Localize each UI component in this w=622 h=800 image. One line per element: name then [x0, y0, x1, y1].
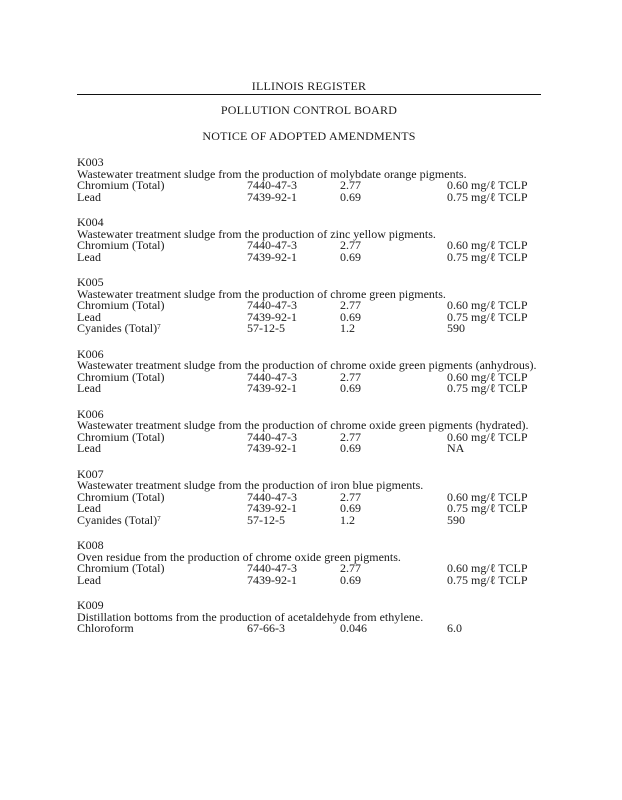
constituent-name-text: Chromium (Total)	[77, 489, 165, 504]
wastewater-standard: 0.69	[340, 572, 361, 587]
waste-description: Wastewater treatment sludge from the production of molybdate orange pigments.	[77, 166, 467, 181]
wastewater-standard: 2.77	[340, 238, 361, 252]
constituent-name-text: Chromium (Total)	[77, 429, 165, 444]
cas-number: 7439-92-1	[247, 381, 297, 395]
waste-section	[77, 346, 547, 395]
constituent-name	[77, 512, 161, 527]
waste-code: K009	[77, 598, 104, 612]
constituent-name-text: Cyanides (Total)	[77, 512, 158, 527]
waste-description: Wastewater treatment sludge from the production of chrome oxide green pigments (anhydrous).	[77, 358, 537, 372]
waste-section	[77, 540, 547, 586]
constituent-row	[77, 249, 547, 264]
constituent-row	[77, 323, 547, 335]
nonwastewater-standard: 590	[447, 321, 465, 335]
waste-code: K006	[77, 406, 104, 421]
cas-number: 7439-92-1	[247, 441, 297, 455]
constituent-name-text: Chromium (Total)	[77, 238, 165, 252]
waste-code: K003	[77, 155, 104, 169]
constituent-name	[77, 189, 101, 204]
nonwastewater-standard: 590	[447, 512, 465, 527]
cas-number: 7440-47-3	[247, 489, 297, 504]
nonwastewater-standard: 0.60 mg/ℓ TCLP	[447, 489, 528, 504]
constituent-row	[77, 383, 547, 395]
cas-number: 7439-92-1	[247, 189, 297, 204]
waste-section	[77, 406, 547, 455]
waste-description: Oven residue from the production of chrome oxide green pigments.	[77, 549, 401, 564]
constituent-row	[77, 189, 547, 204]
constituent-name-text: Lead	[77, 189, 101, 204]
constituent-name	[77, 443, 101, 455]
cas-number: 7439-92-1	[247, 572, 297, 587]
cas-number: 7440-47-3	[247, 178, 297, 192]
wastewater-standard: 0.69	[340, 381, 361, 395]
waste-code: K007	[77, 466, 104, 481]
constituent-row	[77, 512, 547, 527]
waste-code-list	[77, 157, 547, 649]
wastewater-standard: 2.77	[340, 298, 361, 312]
waste-section	[77, 600, 547, 635]
cas-number: 67-66-3	[247, 621, 285, 635]
constituent-name-text: Chromium (Total)	[77, 178, 165, 192]
nonwastewater-standard: 0.75 mg/ℓ TCLP	[447, 572, 528, 587]
nonwastewater-standard: 0.75 mg/ℓ TCLP	[447, 249, 528, 264]
footnote-marker: 7	[157, 323, 161, 331]
nonwastewater-standard: 6.0	[447, 621, 462, 635]
constituent-name-text: Chromium (Total)	[77, 369, 165, 384]
waste-code: K006	[77, 346, 104, 361]
wastewater-standard: 2.77	[340, 178, 361, 192]
waste-section	[77, 217, 547, 263]
constituent-name-text: Chromium (Total)	[77, 298, 165, 312]
cas-number: 7439-92-1	[247, 309, 297, 324]
waste-description: Wastewater treatment sludge from the production of chrome green pigments.	[77, 286, 446, 301]
constituent-name-text: Lead	[77, 441, 101, 455]
nonwastewater-standard: 0.60 mg/ℓ TCLP	[447, 298, 528, 312]
waste-description: Wastewater treatment sludge from the production of chrome oxide green pigments (hydrated).	[77, 418, 529, 432]
constituent-name-text: Cyanides (Total)	[77, 321, 158, 335]
cas-number: 7439-92-1	[247, 501, 297, 515]
wastewater-standard: 0.69	[340, 501, 361, 515]
nonwastewater-standard: 0.60 mg/ℓ TCLP	[447, 429, 528, 444]
waste-section	[77, 157, 547, 203]
wastewater-standard: 0.046	[340, 621, 367, 635]
board-title: POLLUTION CONTROL BOARD	[220, 103, 398, 117]
wastewater-standard: 2.77	[340, 369, 361, 384]
constituent-name-text: Lead	[77, 309, 101, 324]
wastewater-standard: 0.69	[340, 441, 361, 455]
waste-description: Distillation bottoms from the production of acetaldehyde from ethylene.	[77, 609, 424, 624]
wastewater-standard: 0.69	[340, 189, 361, 204]
constituent-name	[77, 623, 134, 635]
constituent-name-text: Lead	[77, 249, 101, 264]
constituent-name-text: Lead	[77, 501, 101, 515]
nonwastewater-standard: 0.60 mg/ℓ TCLP	[447, 178, 528, 192]
constituent-name-text: Chromium (Total)	[77, 561, 165, 575]
waste-description: Wastewater treatment sludge from the production of zinc yellow pigments.	[77, 226, 436, 241]
nonwastewater-standard: 0.60 mg/ℓ TCLP	[447, 561, 528, 575]
constituent-row	[77, 623, 547, 635]
nonwastewater-standard: 0.75 mg/ℓ TCLP	[447, 381, 528, 395]
constituent-row	[77, 572, 547, 587]
waste-code: K005	[77, 275, 104, 289]
waste-description: Wastewater treatment sludge from the production of iron blue pigments.	[77, 478, 424, 492]
constituent-name	[77, 249, 101, 264]
constituent-name-text: Lead	[77, 381, 101, 395]
wastewater-standard: 2.77	[340, 429, 361, 444]
wastewater-standard: 2.77	[340, 489, 361, 504]
constituent-name	[77, 572, 101, 587]
cas-number: 7440-47-3	[247, 561, 297, 575]
wastewater-standard: 1.2	[340, 321, 355, 335]
wastewater-standard: 0.69	[340, 249, 361, 264]
cas-number: 7440-47-3	[247, 369, 297, 384]
waste-code: K004	[77, 215, 104, 229]
cas-number: 57-12-5	[247, 512, 285, 527]
wastewater-standard: 0.69	[340, 309, 361, 324]
constituent-name-text: Lead	[77, 572, 101, 587]
cas-number: 57-12-5	[247, 321, 285, 335]
waste-section	[77, 277, 547, 335]
cas-number: 7440-47-3	[247, 298, 297, 312]
nonwastewater-standard: 0.75 mg/ℓ TCLP	[447, 501, 528, 515]
waste-code: K008	[77, 538, 104, 552]
cas-number: 7440-47-3	[247, 429, 297, 444]
wastewater-standard: 1.2	[340, 512, 355, 527]
notice-title: NOTICE OF ADOPTED AMENDMENTS	[202, 129, 416, 143]
footnote-marker: 7	[157, 514, 161, 523]
register-header	[77, 78, 541, 95]
nonwastewater-standard: 0.75 mg/ℓ TCLP	[447, 309, 528, 324]
constituent-name-text: Chloroform	[77, 621, 134, 635]
waste-section	[77, 466, 547, 527]
nonwastewater-standard: NA	[447, 441, 465, 455]
nonwastewater-standard: 0.60 mg/ℓ TCLP	[447, 238, 528, 252]
nonwastewater-standard: 0.75 mg/ℓ TCLP	[447, 189, 528, 204]
wastewater-standard: 2.77	[340, 561, 361, 575]
constituent-name	[77, 323, 161, 335]
register-title: ILLINOIS REGISTER	[251, 79, 367, 93]
constituent-row	[77, 443, 547, 455]
nonwastewater-standard: 0.60 mg/ℓ TCLP	[447, 369, 528, 384]
constituent-row	[77, 429, 547, 444]
cas-number: 7439-92-1	[247, 249, 297, 264]
constituent-name	[77, 383, 101, 395]
cas-number: 7440-47-3	[247, 238, 297, 252]
